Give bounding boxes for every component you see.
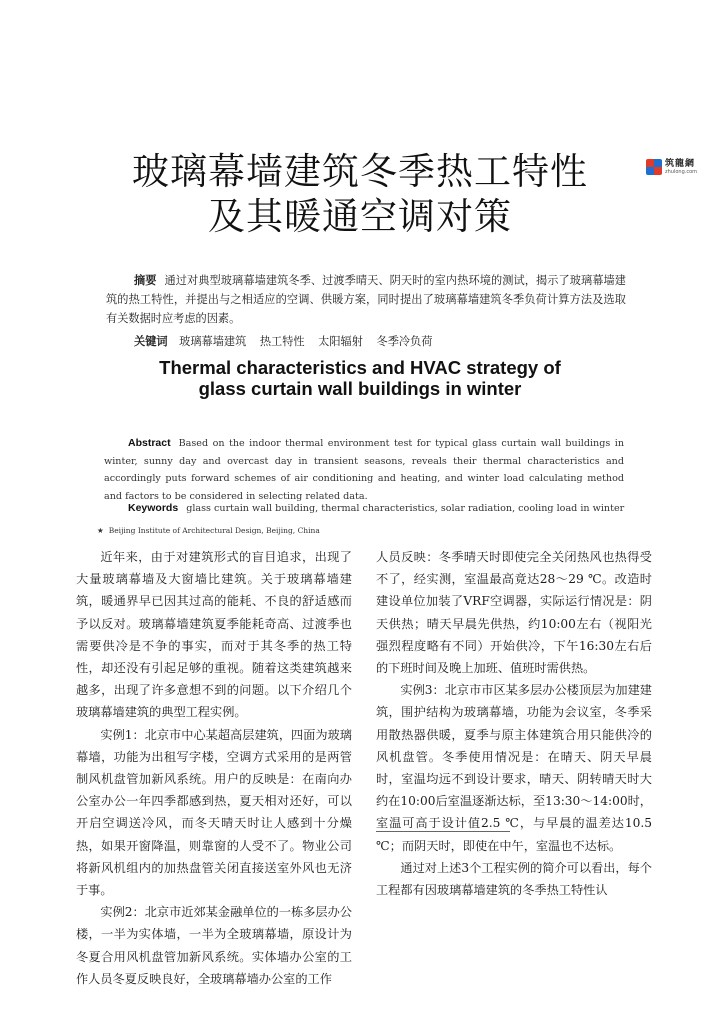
body-paragraph: 实例1：北京市中心某超高层建筑，四面为玻璃幕墙，功能为出租写字楼，空调方式采用的是两管制风机盘管加新风系统。用户的反映是：在南向办公室办公一年四季都感到热，夏天相对还好，可以开启空调送冷风，而冬天晴天时让人感到十分燥热，如果开窗降温，则靠窗的人受不了。物业公司将新风机组内的加热盘管关闭直接送室外风也无济于事。	[76, 727, 352, 898]
title-en-line-2: glass curtain wall buildings in winter	[198, 378, 522, 399]
keyword-cn: 热工特性	[259, 335, 305, 348]
keywords-en-label: Keywords	[128, 502, 179, 514]
abstract-cn	[106, 271, 626, 328]
keyword-cn: 太阳辐射	[318, 335, 363, 348]
keywords-en-text: glass curtain wall building, thermal characteristics, solar radiation, cooling load in winter	[186, 503, 625, 514]
body-paragraph: 实例3：北京市市区某多层办公楼顶层为加建建筑，围护结构为玻璃幕墙，功能为会议室，冬季采用散热器供暖，夏季与原主体建筑合用只能供冷的风机盘管。冬季使用情况是：在晴天、阴天早晨时，室温均远不到设计要求，晴天、阴转晴天时大约在10:00后室温逐渐达标，至13:30～14:00时，室温可高于设计值2.5 ℃，与早晨的温差达10.5 ℃；而阴天时，即使在中午，室温也不达标。	[376, 683, 652, 853]
keywords-cn-label: 关键词	[134, 335, 168, 348]
abstract-en-text: Based on the indoor thermal environment test for typical glass curtain wall buildings in winter, sunny day and overcast day in transient seasons, reveals their thermal characteristics and accordingly puts forward schemes of air conditioning and heating, and winter load calculating method and factors to be considered in selecting related data.	[104, 438, 624, 502]
body-paragraph: 近年来，由于对建筑形式的盲目追求，出现了大量玻璃幕墙及大窗墙比建筑。关于玻璃幕墙建筑，暖通界早已因其过高的能耗、不良的舒适感而予以反对。玻璃幕墙建筑夏季能耗奇高、过渡季也需要供冷是不争的事实，而对于其冬季的热工特性，却还没有引起足够的重视。随着这类建筑越来越多，出现了许多意想不到的问题。以下介绍几个玻璃幕墙建筑的典型工程实例。	[76, 550, 352, 720]
abstract-cn-text: 通过对典型玻璃幕墙建筑冬季、过渡季晴天、阴天时的室内热环境的测试，揭示了玻璃幕墙建筑的热工特性，并提出与之相适应的空调、供暖方案，同时提出了玻璃幕墙建筑冬季负荷计算方法及选取有关数据时应考虑的因素。	[106, 274, 626, 325]
title-cn-line-2: 及其暖通空调对策	[208, 195, 512, 238]
affiliation	[97, 526, 320, 535]
body-paragraph: 实例2：北京市近郊某金融单位的一栋多层办公楼，一半为实体墙，一半为全玻璃幕墙，原设计为冬夏合用风机盘管加新风系统。实体墙办公室的工作人员冬夏反映良好，全玻璃幕墙办公室的工作	[76, 905, 352, 986]
abstract-en	[104, 435, 624, 505]
logo-cn-text: 筑龍網	[665, 158, 696, 169]
affiliation-text: Beijing Institute of Architectural Design, Beijing, China	[108, 526, 320, 535]
title-cn-line-1: 玻璃幕墙建筑冬季热工特性	[132, 150, 588, 193]
site-logo	[646, 156, 716, 178]
keywords-cn	[134, 333, 442, 349]
logo-icon	[646, 159, 662, 175]
keyword-cn: 玻璃幕墙建筑	[179, 335, 247, 348]
body-column-left	[76, 546, 352, 990]
title-en-line-1: Thermal characteristics and HVAC strategy of	[159, 357, 561, 378]
star-icon: ★	[97, 526, 104, 535]
abstract-en-label: Abstract	[128, 437, 171, 449]
footnote-rule	[376, 831, 510, 832]
keyword-cn: 冬季冷负荷	[376, 335, 433, 348]
keywords-en	[128, 502, 624, 514]
logo-en-text: zhulong.com	[665, 168, 698, 175]
abstract-cn-label: 摘要	[134, 274, 157, 287]
body-column-right	[376, 546, 652, 901]
body-paragraph: 通过对上述3个工程实例的简介可以看出，每个工程都有因玻璃幕墙建筑的冬季热工特性认	[376, 860, 652, 898]
body-paragraph: 人员反映：冬季晴天时即使完全关闭热风也热得受不了，经实测，室温最高竟达28～29 ℃。改造时建设单位加装了VRF空调器，实际运行情况是：阴天供热；晴天早晨先供热，约10:00左右（视阳光强烈程度略有不同）开始供冷，下午16:30左右后的下班时间及晚上加班、值班时需供热。	[376, 550, 652, 676]
